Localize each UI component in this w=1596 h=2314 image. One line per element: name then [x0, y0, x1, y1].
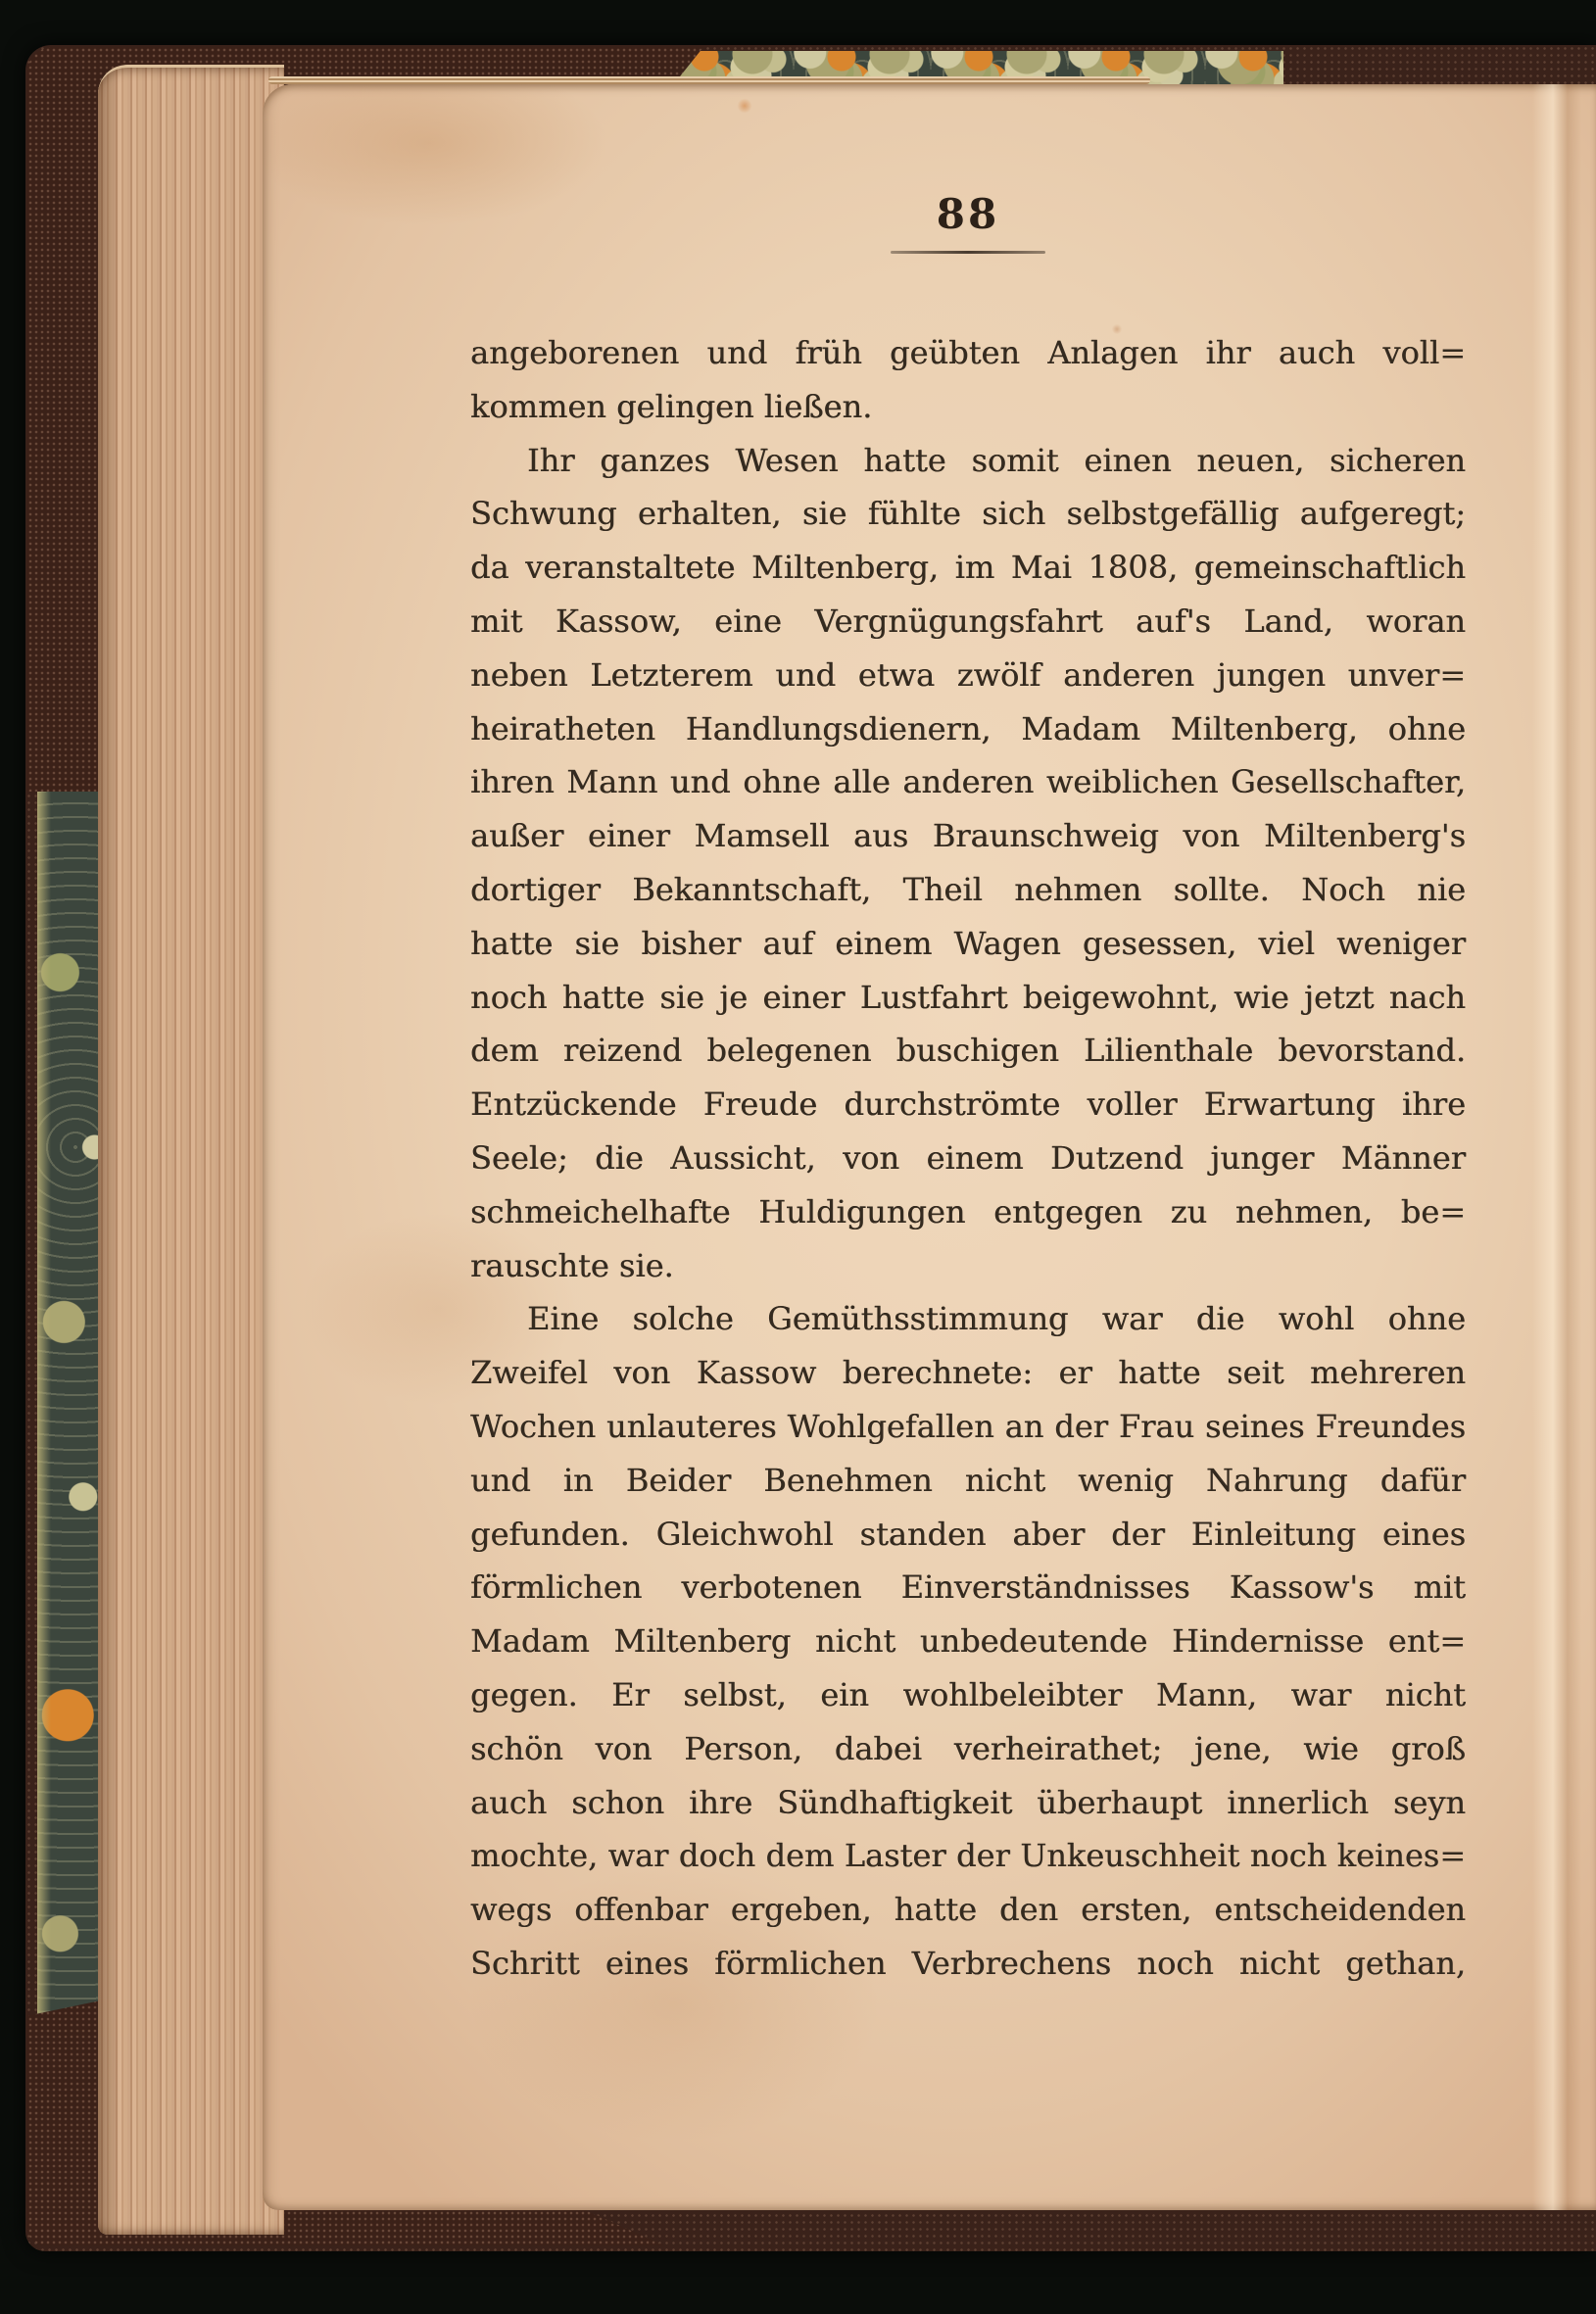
text-line: mit Kassow, eine Vergnügungsfahrt auf's Land, woran [470, 602, 1466, 640]
page-number: 88 [936, 190, 1000, 238]
body-text [470, 326, 1466, 1991]
text-line: rauschte sie. [470, 1246, 674, 1284]
text-line: heiratheten Handlungsdienern, Madam Miltenberg, ohne [470, 709, 1466, 747]
text-line: auch schon ihre Sündhaftigkeit überhaupt innerlich seyn [470, 1783, 1466, 1821]
text-line: Eine solche Gemüthsstimmung war die wohl ohne [527, 1300, 1466, 1338]
text-line: ihren Mann und ohne alle anderen weiblichen Gesellschafter, [470, 763, 1466, 801]
text-line: Ihr ganzes Wesen hatte somit einen neuen, sicheren [527, 441, 1466, 479]
text-line: wegs offenbar ergeben, hatte den ersten, entscheidenden [470, 1891, 1466, 1929]
text-line: schön von Person, dabei verheirathet; jene, wie groß [470, 1729, 1466, 1767]
text-line: noch hatte sie je einer Lustfahrt beigewohnt, wie jetzt nach [470, 978, 1466, 1016]
text-line: kommen gelingen ließen. [470, 387, 873, 425]
text-line: gegen. Er selbst, ein wohlbeleibter Mann, war nicht [470, 1675, 1466, 1713]
page-fore-edge-stack [98, 65, 284, 2235]
text-line: Wochen unlauteres Wohlgefallen an der Frau seines Freundes [470, 1407, 1466, 1445]
text-line: Entzückende Freude durchströmte voller Erwartung ihre [470, 1085, 1466, 1124]
book-page [263, 84, 1596, 2210]
text-line: Zweifel von Kassow berechnete: er hatte seit mehreren [470, 1354, 1466, 1392]
page-top-leaf-edges [268, 76, 1150, 84]
text-line: und in Beider Benehmen nicht wenig Nahrung dafür [470, 1461, 1466, 1499]
gutter-crease [1532, 84, 1581, 2210]
page-header [470, 190, 1466, 254]
text-line: dortiger Bekanntschaft, Theil nehmen sollte. Noch nie [470, 870, 1466, 908]
text-line: gefunden. Gleichwohl standen aber der Einleitung eines [470, 1515, 1466, 1553]
text-line: schmeichelhafte Huldigungen entgegen zu nehmen, be= [470, 1192, 1466, 1230]
text-line: hatte sie bisher auf einem Wagen gesessen, viel weniger [470, 924, 1466, 962]
text-line: angeborenen und früh geübten Anlagen ihr auch voll= [470, 334, 1466, 371]
text-line: Madam Miltenberg nicht unbedeutende Hindernisse ent= [470, 1622, 1466, 1661]
text-line: Schwung erhalten, sie fühlte sich selbstgefällig aufgeregt; [470, 495, 1466, 533]
text-line: Schritt eines förmlichen Verbrechens noch nicht gethan, [470, 1944, 1466, 1982]
text-line: mochte, war doch dem Laster der Unkeuschheit noch keines= [470, 1837, 1466, 1875]
text-line: dem reizend belegenen buschigen Lilienthale bevorstand. [470, 1032, 1466, 1070]
text-line: Seele; die Aussicht, von einem Dutzend junger Männer [470, 1138, 1466, 1177]
text-line: da veranstaltete Miltenberg, im Mai 1808, gemeinschaftlich [470, 549, 1466, 587]
text-line: außer einer Mamsell aus Braunschweig von Miltenberg's [470, 817, 1466, 855]
text-line: neben Letzterem und etwa zwölf anderen jungen unver= [470, 655, 1466, 694]
text-line: förmlichen verbotenen Einverständnisses Kassow's mit [470, 1568, 1466, 1607]
page-number-rule [891, 251, 1045, 254]
